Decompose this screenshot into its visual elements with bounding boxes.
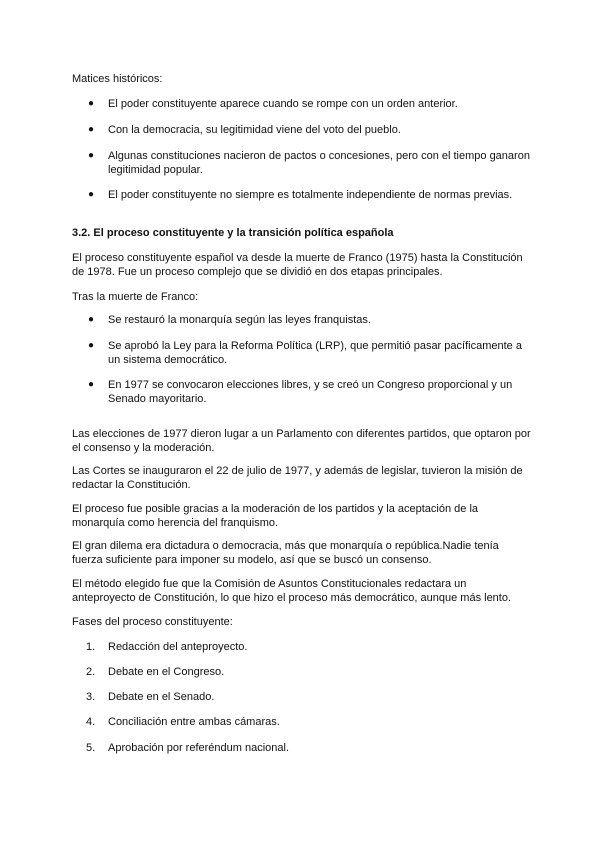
list-item-text: Se restauró la monarquía según las leyes franquistas. bbox=[108, 314, 371, 326]
list-item-text: En 1977 se convocaron elecciones libres, y se creó un Congreso proporcional y un Senado mayoritario. bbox=[108, 379, 513, 405]
matices-label: Matices históricos: bbox=[72, 73, 163, 85]
list-number: 5. bbox=[86, 742, 96, 754]
bullet-icon: ● bbox=[88, 314, 95, 325]
bullet-icon: ● bbox=[88, 150, 95, 161]
list-item-text: Algunas constituciones nacieron de pactos o concesiones, pero con el tiempo ganaron legitimidad popular. bbox=[108, 150, 530, 176]
list-item-text: Debate en el Congreso. bbox=[108, 666, 225, 678]
bullet-icon: ● bbox=[88, 379, 95, 390]
bullet-icon: ● bbox=[88, 189, 95, 200]
list-number: 2. bbox=[86, 666, 96, 678]
list-item-text: Conciliación entre ambas cámaras. bbox=[108, 716, 280, 728]
paragraph-moderacion: El proceso fue posible gracias a la moderación de los partidos y la aceptación de la monarquía como herencia del franquismo. bbox=[72, 503, 479, 529]
section-heading: 3.2. El proceso constituyente y la transición política española bbox=[72, 227, 394, 239]
list-item-text: Se aprobó la Ley para la Reforma Política (LRP), que permitió pasar pacíficamente a un sistema democrático. bbox=[108, 340, 522, 366]
paragraph-intro: El proceso constituyente español va desde la muerte de Franco (1975) hasta la Constitución de 1978. Fue un proceso complejo que se dividió en dos etapas principales. bbox=[72, 252, 523, 278]
paragraph-dilema: El gran dilema era dictadura o democracia, más que monarquía o república.Nadie tenía fuerza suficiente para imponer su modelo, así que se buscó un consenso. bbox=[72, 540, 499, 566]
list-item-text: El poder constituyente aparece cuando se rompe con un orden anterior. bbox=[108, 98, 458, 110]
tras-label: Tras la muerte de Franco: bbox=[72, 291, 199, 303]
paragraph-elecciones: Las elecciones de 1977 dieron lugar a un Parlamento con diferentes partidos, que optaron por el consenso y la moderación. bbox=[72, 428, 531, 454]
bullet-icon: ● bbox=[88, 98, 95, 109]
paragraph-cortes: Las Cortes se inauguraron el 22 de julio de 1977, y además de legislar, tuvieron la misión de redactar la Constitución. bbox=[72, 465, 523, 491]
list-item-text: El poder constituyente no siempre es totalmente independiente de normas previas. bbox=[108, 189, 513, 201]
list-item-text: Redacción del anteproyecto. bbox=[108, 641, 248, 653]
bullet-icon: ● bbox=[88, 340, 95, 351]
list-item-text: Con la democracia, su legitimidad viene del voto del pueblo. bbox=[108, 124, 401, 136]
list-number: 4. bbox=[86, 716, 96, 728]
list-number: 1. bbox=[86, 641, 96, 653]
bullet-icon: ● bbox=[88, 124, 95, 135]
list-number: 3. bbox=[86, 691, 96, 703]
fases-label: Fases del proceso constituyente: bbox=[72, 616, 233, 628]
list-item-text: Aprobación por referéndum nacional. bbox=[108, 742, 290, 754]
list-item-text: Debate en el Senado. bbox=[108, 691, 215, 703]
paragraph-metodo: El método elegido fue que la Comisión de Asuntos Constitucionales redactara un anteproyecto de Constitución, lo que hizo el proceso más democrático, aunque más lento. bbox=[72, 578, 512, 604]
